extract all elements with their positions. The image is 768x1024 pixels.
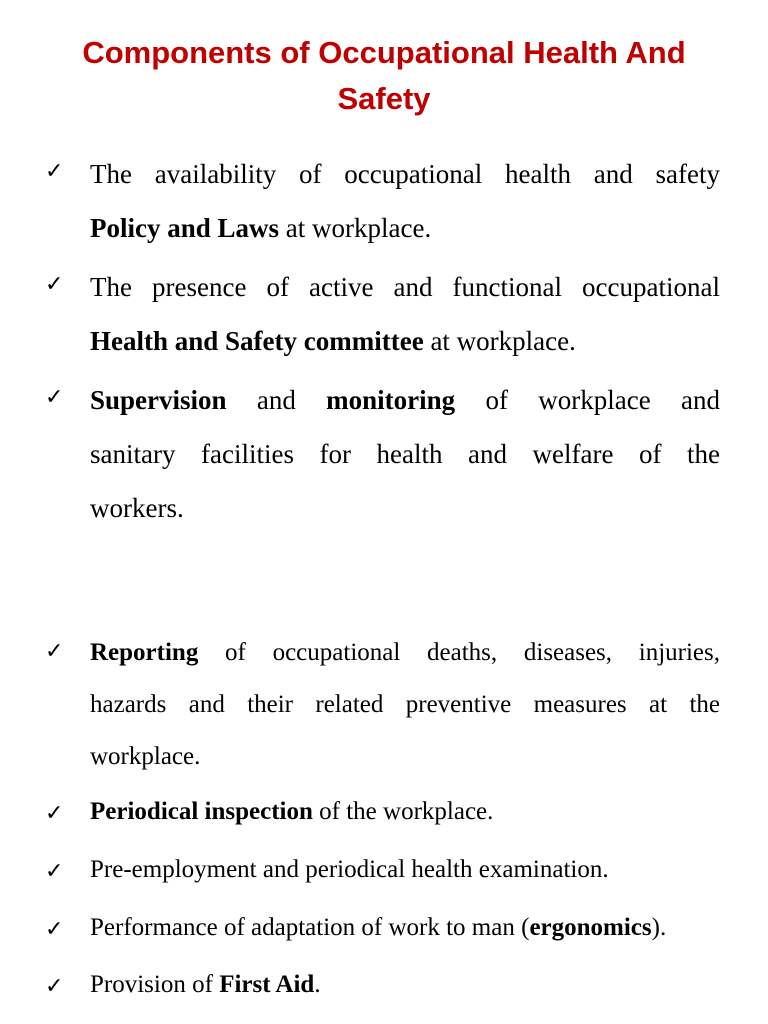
- text-span: Provision of: [90, 971, 220, 998]
- bold-text: Periodical inspection: [90, 798, 313, 825]
- text-span: at workplace.: [423, 326, 576, 356]
- page-title: [40, 30, 728, 122]
- text-span: of occupational deaths, diseases, injuries,: [198, 639, 720, 666]
- list-item-text: [90, 373, 720, 535]
- list-item-text: [90, 627, 720, 783]
- list-item-text: [90, 147, 720, 255]
- checkmark-icon: ✓: [45, 272, 64, 297]
- text-line: workplace.: [90, 743, 201, 770]
- text-line: hazards and their related preventive measures at the: [90, 691, 720, 718]
- bold-text: Health and Safety committee: [90, 326, 424, 356]
- text-span: Performance of adaptation of work to man (: [90, 914, 530, 941]
- text-line: [90, 326, 576, 356]
- checkmark-icon: ✓: [45, 639, 64, 664]
- text-span: of the workplace.: [312, 798, 494, 825]
- checkmark-icon: ✓: [45, 917, 64, 942]
- list-item-text: Pre-employment and periodical health examination.: [90, 856, 609, 883]
- bold-text: Reporting: [90, 639, 199, 666]
- list-item-text: [90, 260, 720, 368]
- bold-text: monitoring: [326, 385, 456, 415]
- text-line: workers.: [90, 493, 184, 523]
- list-item-text: [90, 797, 720, 827]
- text-span: and: [226, 385, 327, 415]
- text-line: [90, 627, 720, 679]
- bold-text: First Aid: [219, 971, 315, 998]
- title-line-2: Safety: [337, 81, 431, 116]
- list-item-text: [90, 970, 720, 1000]
- checkmark-icon: ✓: [45, 801, 64, 826]
- checkmark-icon: ✓: [45, 974, 64, 999]
- checkmark-icon: ✓: [45, 859, 64, 884]
- text-span: ).: [651, 914, 667, 941]
- bold-text: Policy and Laws: [90, 213, 280, 243]
- checkmark-icon: ✓: [45, 159, 64, 184]
- text-span: of workplace and: [455, 385, 721, 415]
- text-span: .: [314, 971, 321, 998]
- text-line: sanitary facilities for health and welfare of the: [90, 439, 720, 469]
- text-line: [90, 373, 720, 427]
- checkmark-icon: ✓: [45, 385, 64, 410]
- bold-text: ergonomics: [529, 914, 652, 941]
- text-line: The presence of active and functional occupational: [90, 272, 720, 302]
- text-line: [90, 213, 431, 243]
- list-item-text: [90, 913, 720, 943]
- bold-text: Supervision: [90, 385, 227, 415]
- title-line-1: Components of Occupational Health And: [82, 35, 686, 70]
- text-span: at workplace.: [279, 213, 432, 243]
- text-line: The availability of occupational health and safety: [90, 159, 720, 189]
